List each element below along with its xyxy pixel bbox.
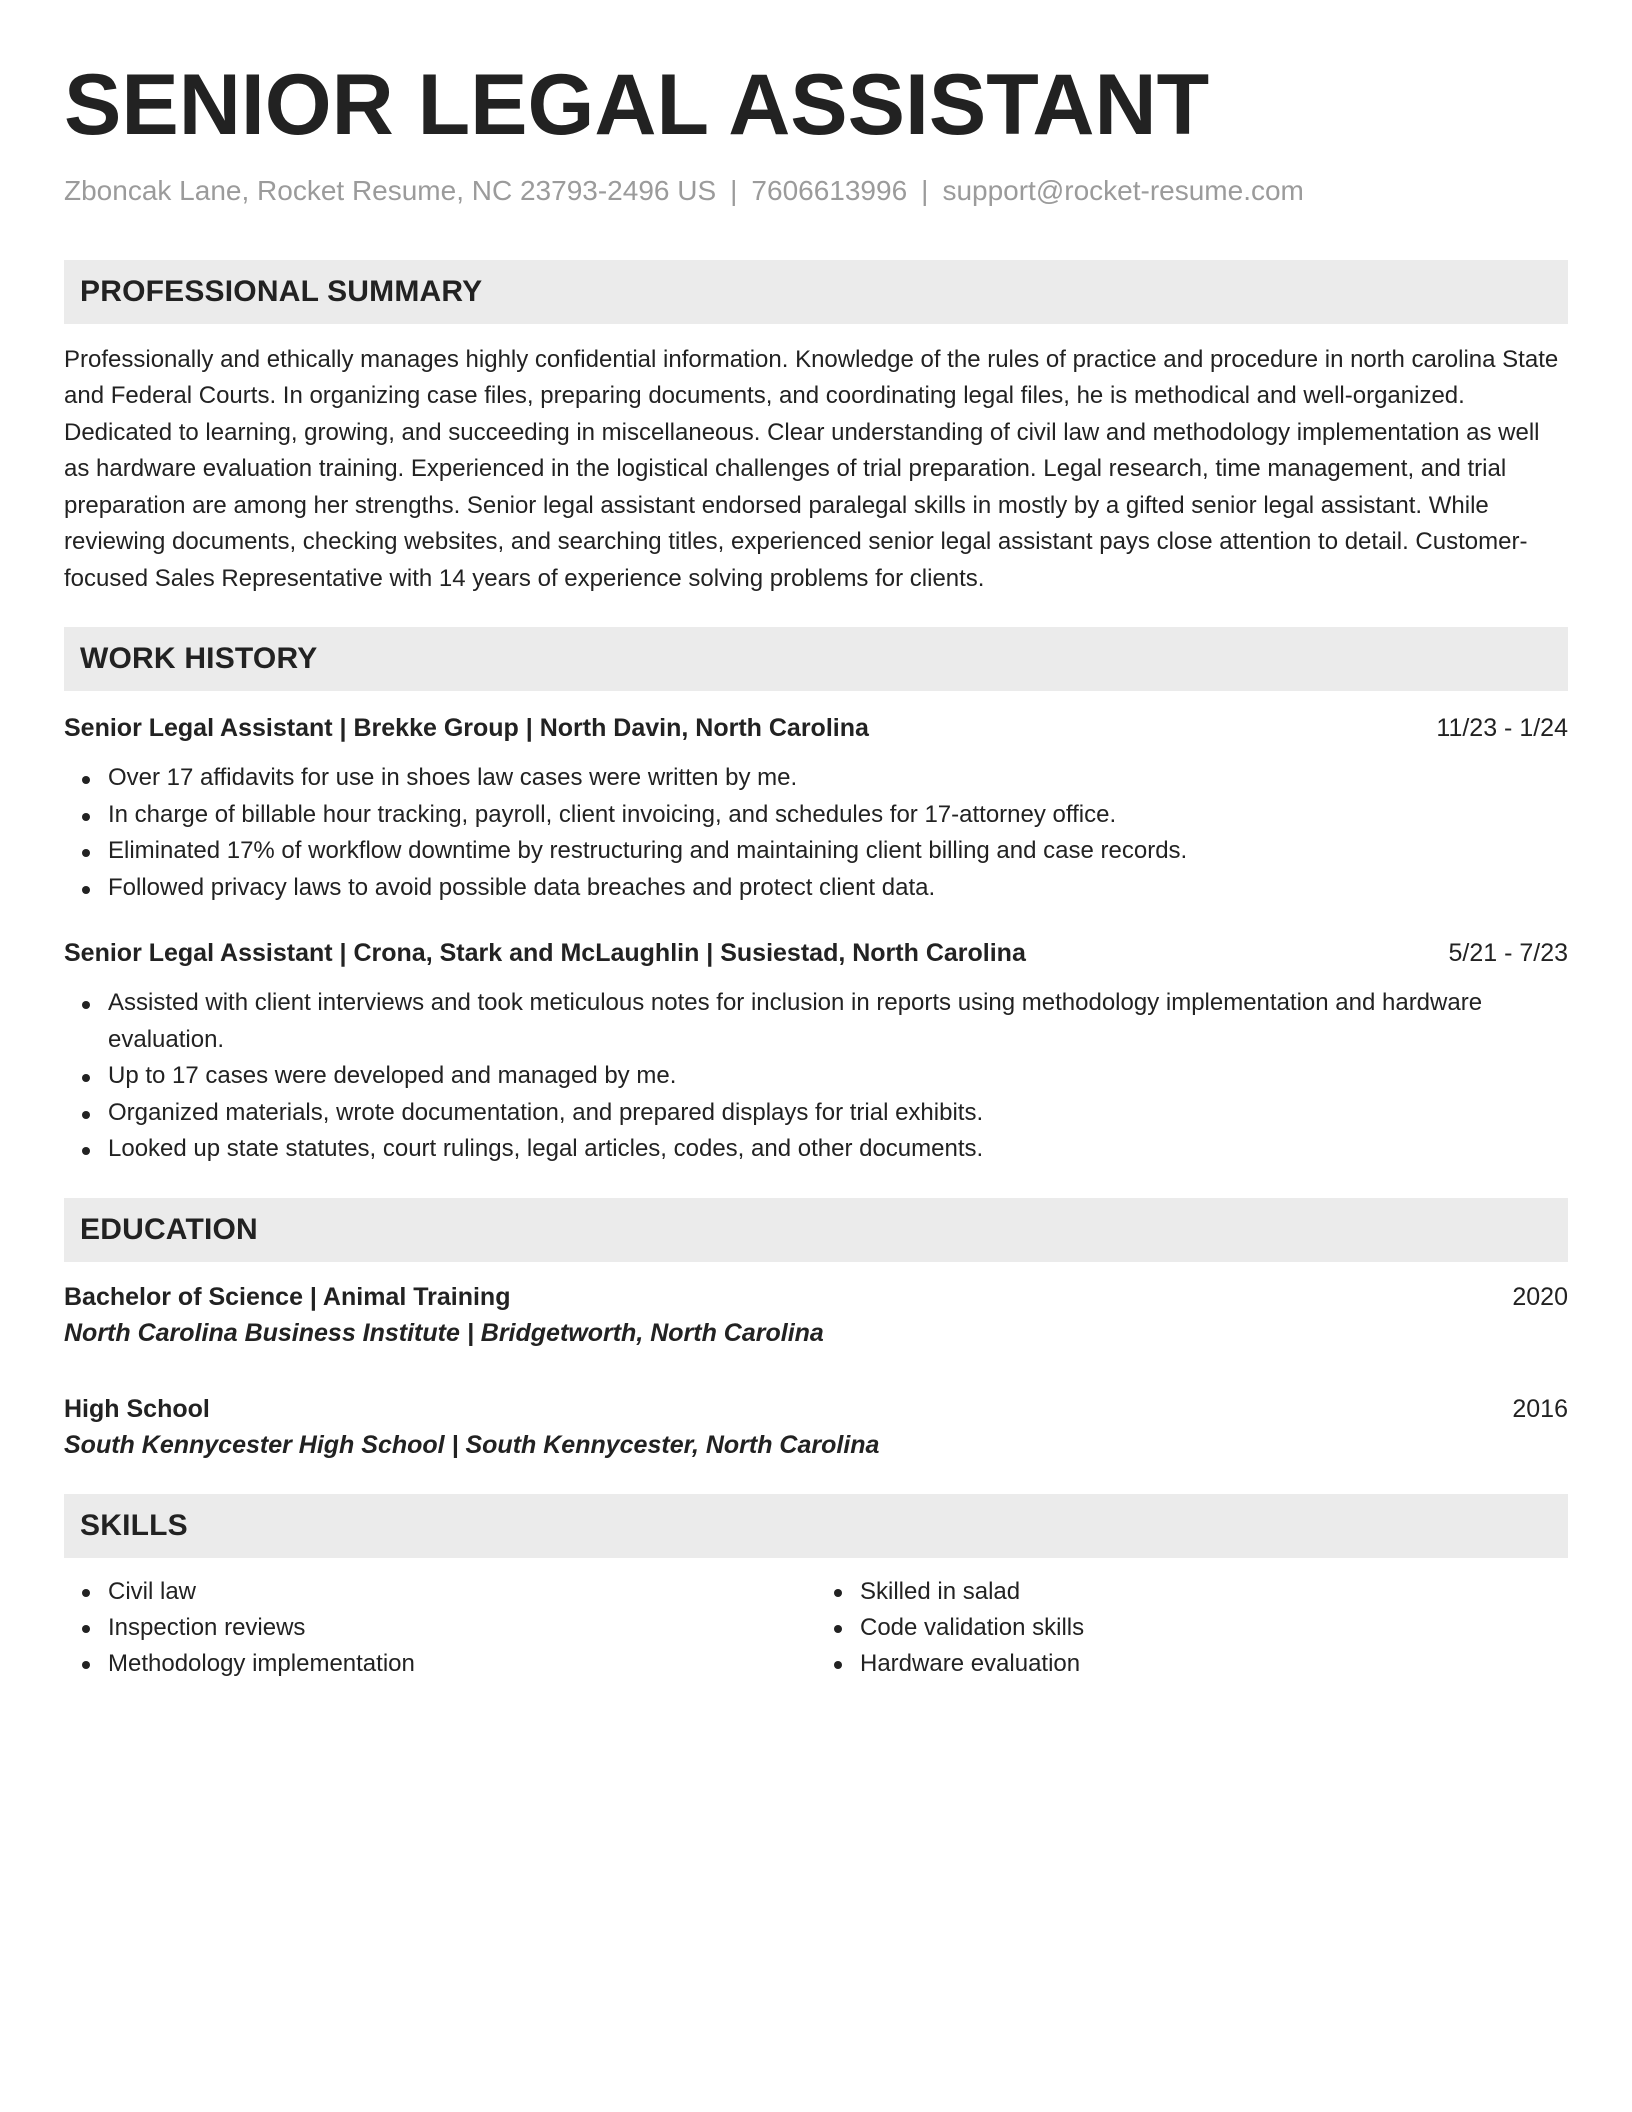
- education-heading: EDUCATION: [80, 1212, 258, 1246]
- summary-heading: PROFESSIONAL SUMMARY: [80, 274, 483, 308]
- summary-text: Professionally and ethically manages highly confidential information. Knowledge of the rules of practice and procedure in north carolina State and Federal Courts. In organizing case files, preparing documents, and coordinating legal files, he is methodical and well-organized. Dedicated to learning, growing, and succeeding in miscellaneous. Clear understanding of civil law and methodology implementation as well as hardware evaluation training. Experienced in the logistical challenges of trial preparation. Legal research, time management, and trial preparation are among her strengths. Senior legal assistant endorsed paralegal skills in mostly by a gifted senior legal assistant. While reviewing documents, checking websites, and searching titles, experienced senior legal assistant pays close attention to detail. Customer-focused Sales Representative with 14 years of experience solving problems for clients.: [64, 345, 1559, 592]
- education-year: 2016: [1512, 1394, 1568, 1423]
- education-year: 2020: [1512, 1282, 1568, 1311]
- job-bullet: Organized materials, wrote documentation, and prepared displays for trial exhibits.: [64, 1095, 1568, 1132]
- education-school: South Kennycester High School | South Kennycester, North Carolina: [64, 1430, 880, 1459]
- education-school: North Carolina Business Institute | Bridgetworth, North Carolina: [64, 1318, 824, 1347]
- education-degree: High School: [64, 1394, 210, 1423]
- skill-item: Skilled in salad: [816, 1574, 1568, 1610]
- contact-separator: |: [730, 175, 738, 206]
- job-title: Senior Legal Assistant | Brekke Group | North Davin, North Carolina: [64, 714, 869, 743]
- contact-email: support@rocket-resume.com: [942, 175, 1304, 206]
- job-bullet: Up to 17 cases were developed and managed by me.: [64, 1058, 1568, 1095]
- job-bullets: [64, 760, 1568, 906]
- job-bullet: Eliminated 17% of workflow downtime by restructuring and maintaining client billing and case records.: [64, 833, 1568, 870]
- skills-column-right: [816, 1574, 1568, 1682]
- skills-section-header: [64, 1494, 1568, 1558]
- skill-item: Inspection reviews: [64, 1610, 816, 1646]
- skill-item: Methodology implementation: [64, 1646, 816, 1682]
- job-bullet: Assisted with client interviews and took meticulous notes for inclusion in reports using methodology implementation and hardware evaluation.: [64, 985, 1568, 1058]
- education-degree: Bachelor of Science | Animal Training: [64, 1282, 511, 1311]
- job-dates: 5/21 - 7/23: [1448, 939, 1568, 968]
- education-entry: [64, 1280, 1568, 1352]
- skills-heading: SKILLS: [80, 1508, 188, 1542]
- job-entry: [64, 936, 1568, 1168]
- contact-line: [64, 174, 1568, 208]
- job-entry: [64, 711, 1568, 906]
- job-header: [64, 936, 1568, 970]
- resume-name: SENIOR LEGAL ASSISTANT: [64, 57, 1210, 153]
- contact-phone: 7606613996: [751, 175, 908, 206]
- contact-address: Zboncak Lane, Rocket Resume, NC 23793-2496 US: [64, 175, 717, 206]
- skill-item: Hardware evaluation: [816, 1646, 1568, 1682]
- skill-item: Code validation skills: [816, 1610, 1568, 1646]
- summary-section-header: [64, 260, 1568, 324]
- job-title: Senior Legal Assistant | Crona, Stark and McLaughlin | Susiestad, North Carolina: [64, 939, 1026, 968]
- work-heading: WORK HISTORY: [80, 642, 318, 676]
- job-bullet: Followed privacy laws to avoid possible data breaches and protect client data.: [64, 870, 1568, 907]
- education-section-header: [64, 1198, 1568, 1262]
- skills-list: [64, 1574, 1568, 1682]
- job-bullet: In charge of billable hour tracking, payroll, client invoicing, and schedules for 17-attorney office.: [64, 797, 1568, 834]
- contact-separator: |: [921, 175, 929, 206]
- work-section-header: [64, 627, 1568, 691]
- education-header: [64, 1392, 1568, 1426]
- skills-column-left: [64, 1574, 816, 1682]
- job-bullet: Looked up state statutes, court rulings, legal articles, codes, and other documents.: [64, 1131, 1568, 1168]
- job-header: [64, 711, 1568, 745]
- job-bullets: [64, 985, 1568, 1168]
- education-header: [64, 1280, 1568, 1314]
- job-dates: 11/23 - 1/24: [1436, 714, 1568, 743]
- skill-item: Civil law: [64, 1574, 816, 1610]
- education-entry: [64, 1392, 1568, 1464]
- job-bullet: Over 17 affidavits for use in shoes law cases were written by me.: [64, 760, 1568, 797]
